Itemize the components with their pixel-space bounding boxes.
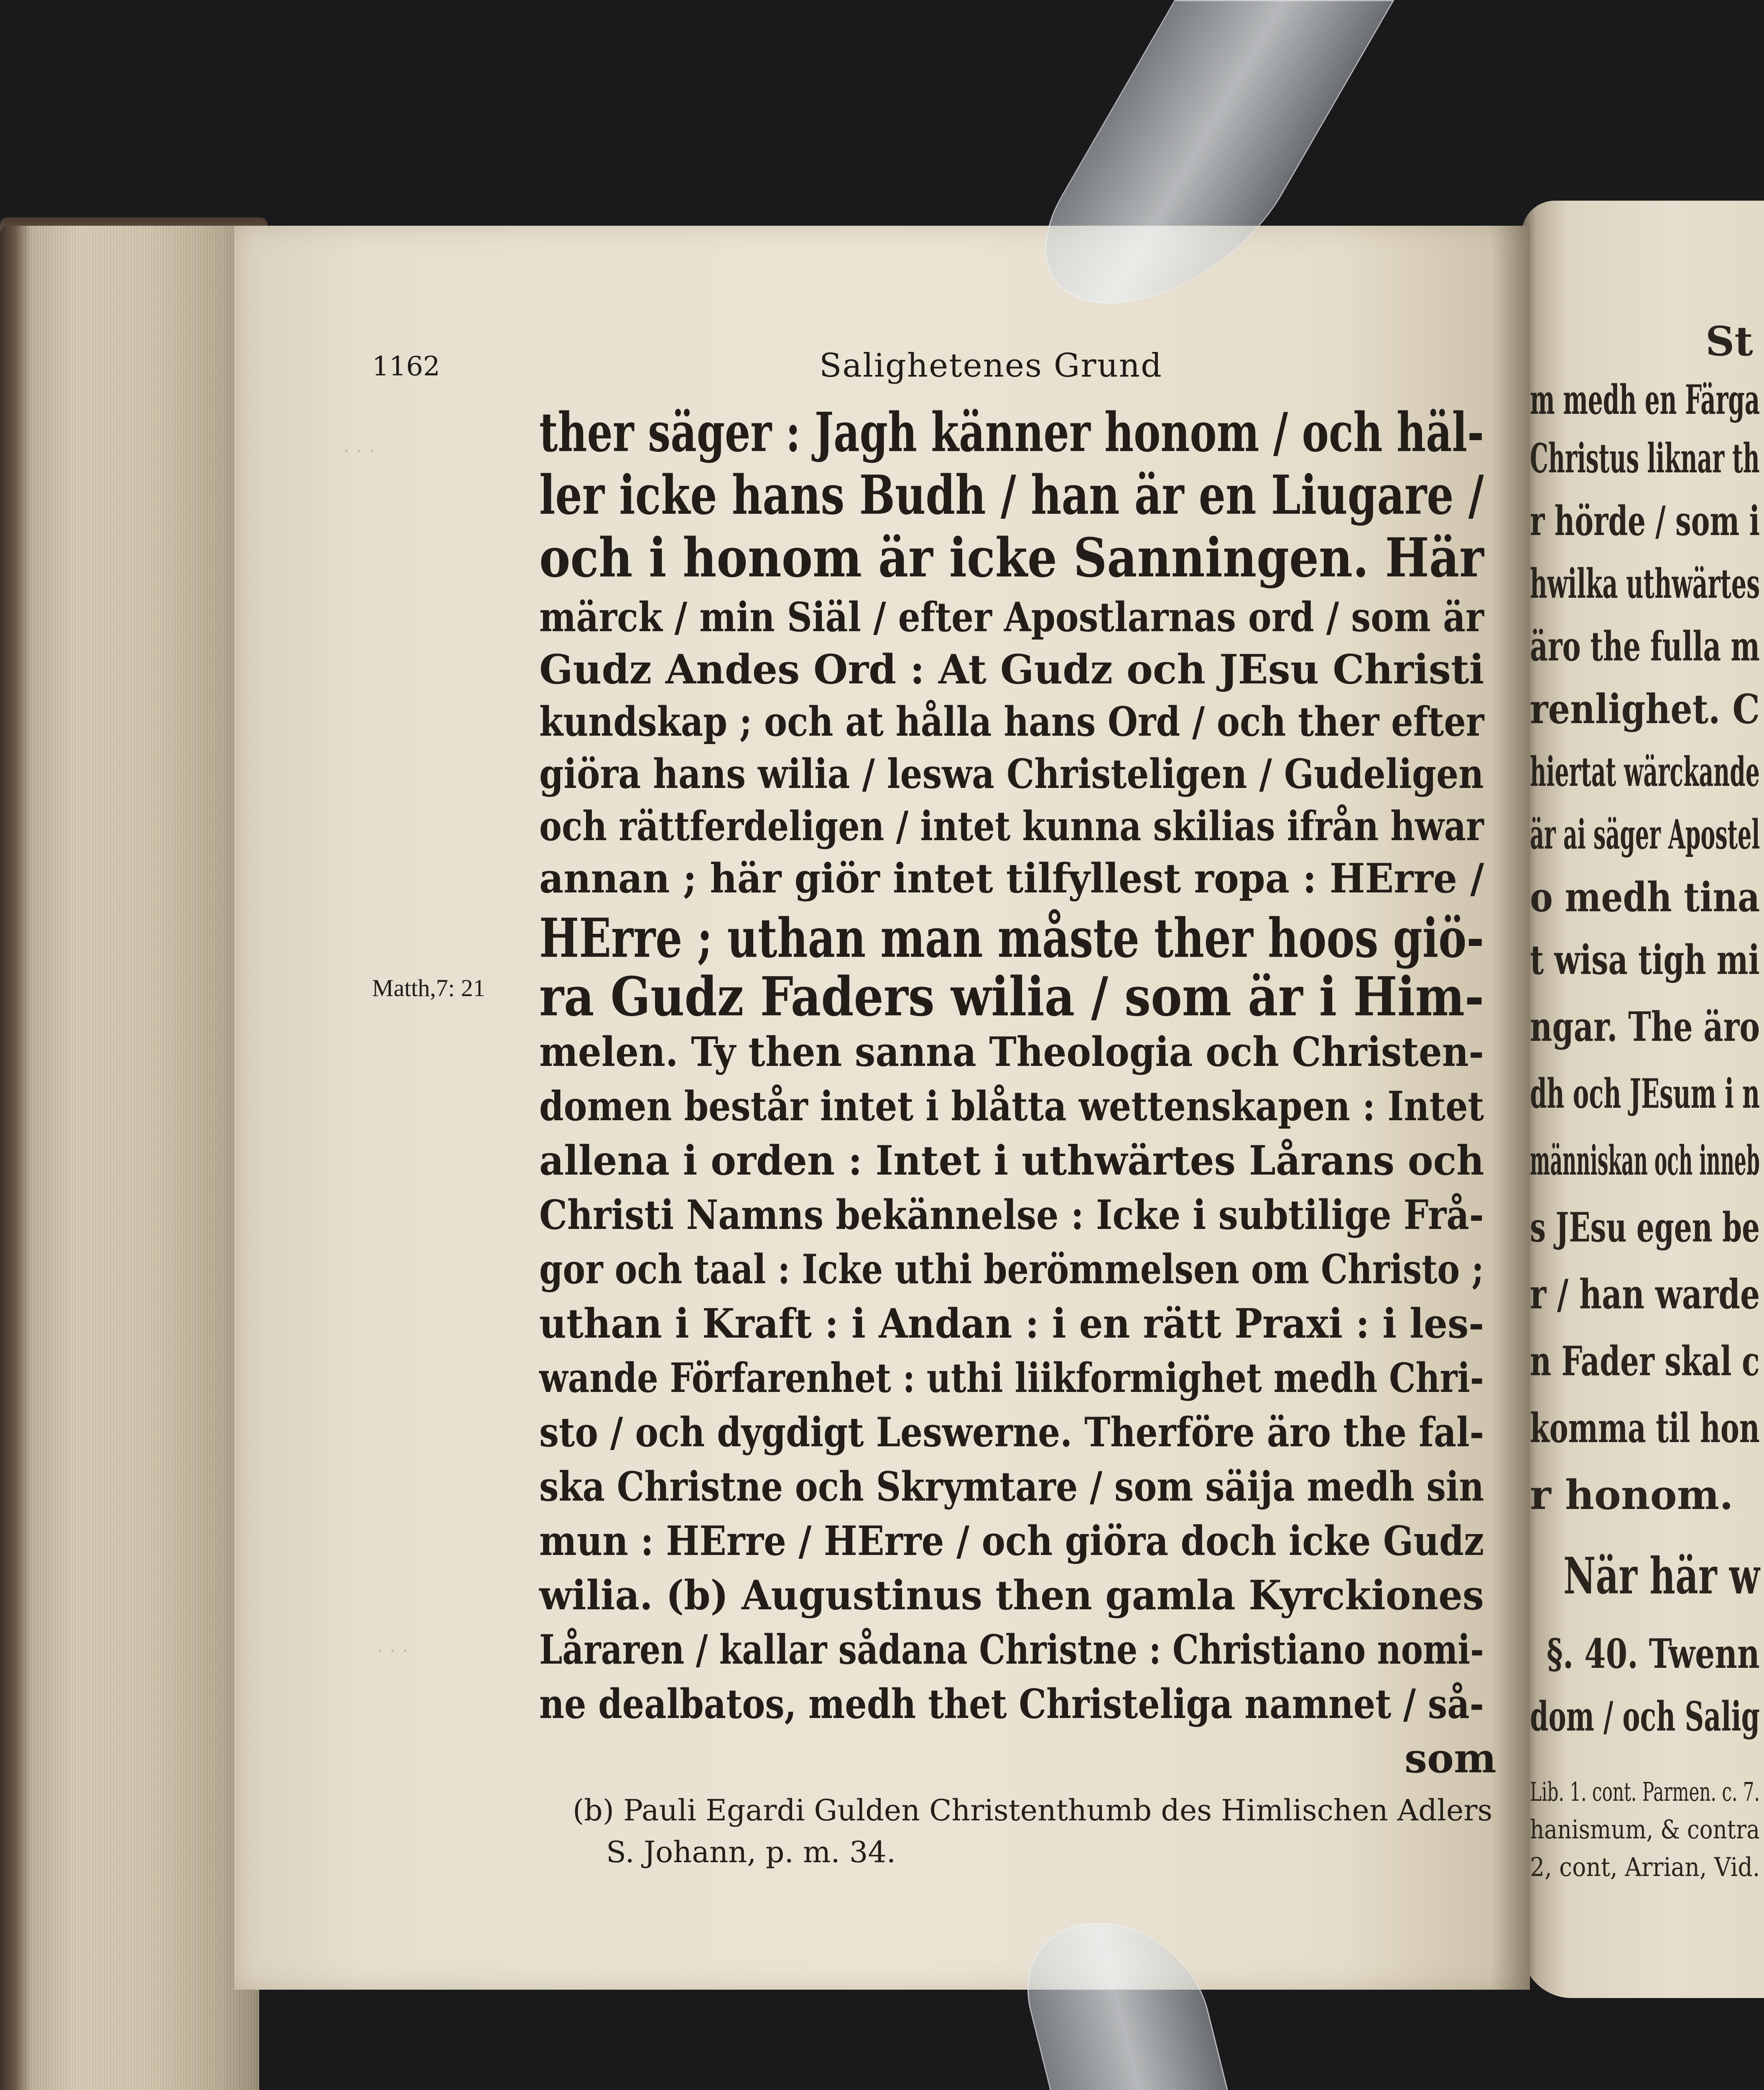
footnote-line: S. Johann, p. m. 34. <box>606 1835 896 1869</box>
right-page-footnote-line: Lib. 1. cont. Parmen. c. 7. <box>1530 1776 1760 1807</box>
right-page-footnote-line: hanismum, & contra <box>1530 1814 1760 1845</box>
right-page-line: m medh en Färga <box>1530 376 1760 423</box>
right-page-line: r / han warde <box>1530 1271 1760 1318</box>
catchword: som <box>1405 1735 1496 1782</box>
body-line: kundskap ; och at hålla hans Ord / och ther efter <box>539 698 1484 745</box>
right-page-line: §. 40. Twenn <box>1547 1630 1760 1677</box>
body-line: domen består intet i blåtta wettenskapen : Intet <box>539 1083 1484 1130</box>
right-page-line: n Fader skal c <box>1530 1338 1760 1385</box>
right-page-line: äro the fulla m <box>1530 623 1760 670</box>
body-line: uthan i Kraft : i Andan : i en rätt Praxi : i les- <box>539 1300 1484 1347</box>
right-page-line: Christus liknar th <box>1530 435 1760 482</box>
body-line: allena i orden : Intet i uthwärtes Lårans och <box>539 1137 1484 1184</box>
body-line: mun : HErre / HErre / och giöra doch icke Gudz <box>539 1517 1484 1565</box>
right-page-line: renlighet. C <box>1530 686 1760 733</box>
body-line: Gudz Andes Ord : At Gudz och JEsu Christi <box>539 646 1484 693</box>
book-fore-edge <box>0 226 259 2090</box>
bleed-through-mark: · · · <box>343 439 375 463</box>
right-page-line: komma til hon <box>1530 1404 1760 1452</box>
footnote-line: (b) Pauli Egardi Gulden Christenthumb des Himlischen Adlers <box>573 1793 1493 1827</box>
right-page-line: r honom. <box>1530 1471 1733 1519</box>
body-line: märck / min Siäl / efter Apostlarnas ord / som är <box>539 594 1484 641</box>
body-line: ne dealbatos, medh thet Christeliga namnet / så- <box>539 1680 1484 1728</box>
body-line: sto / och dygdigt Leswerne. Therföre äro the fal- <box>539 1409 1484 1456</box>
body-line: Christi Namns bekännelse : Icke i subtilige Frå- <box>539 1191 1484 1239</box>
right-page-line: När här w <box>1563 1547 1760 1606</box>
right-page-line: St <box>1705 318 1753 365</box>
right-page-line: dh och JEsum i n <box>1530 1070 1760 1117</box>
body-line: ra Gudz Faders wilia / som är i Him- <box>539 966 1484 1028</box>
right-page-line: hwilka uthwärtes <box>1530 560 1760 607</box>
right-page-footnote-line: 2, cont, Arrian, Vid. <box>1530 1852 1760 1882</box>
body-line: och rättferdeligen / intet kunna skilias ifrån hwar <box>539 803 1484 850</box>
right-page-line: ngar. The äro <box>1530 1003 1760 1050</box>
body-line: ther säger : Jagh känner honom / och häl- <box>539 401 1484 464</box>
body-line: annan ; här giör intet tilfyllest ropa : HErre / <box>539 855 1484 902</box>
body-line: melen. Ty then sanna Theologia och Christen- <box>539 1028 1484 1076</box>
right-page-line: t wisa tigh mi <box>1530 936 1760 984</box>
body-line: gor och taal : Icke uthi berömmelsen om Christo ; <box>539 1246 1484 1293</box>
page-number: 1162 <box>372 351 440 382</box>
margin-note: Matth,7: 21 <box>372 974 485 1002</box>
body-line: HErre ; uthan man måste ther hoos giö- <box>539 907 1484 970</box>
body-line: wande Förfarenhet : uthi liikformighet medh Chri- <box>539 1354 1484 1402</box>
body-line: ler icke hans Budh / han är en Liugare / <box>539 464 1484 527</box>
body-line: och i honom är icke Sanningen. Här <box>539 527 1484 589</box>
right-page-line: s JEsu egen be <box>1530 1204 1760 1251</box>
bleed-through-mark: · · · <box>376 1639 409 1663</box>
body-line: wilia. (b) Augustinus then gamla Kyrckiones <box>539 1572 1484 1619</box>
right-page-line: människan och inneb <box>1530 1137 1760 1184</box>
right-page-line: hiertat wärckande <box>1530 748 1760 795</box>
running-head: Salighetenes Grund <box>819 347 1162 385</box>
right-page-line: dom / och Salig <box>1530 1693 1760 1740</box>
body-line: ska Christne och Skrymtare / som säija medh sin <box>539 1463 1484 1510</box>
body-line: Låraren / kallar sådana Christne : Christiano nomi- <box>539 1626 1484 1673</box>
right-page-line: är ai säger Apostel <box>1530 811 1760 858</box>
right-page-line: o medh tina <box>1530 874 1760 921</box>
body-line: giöra hans wilia / leswa Christeligen / Gudeligen <box>539 750 1484 798</box>
right-page-line: r hörde / som i <box>1530 497 1760 545</box>
